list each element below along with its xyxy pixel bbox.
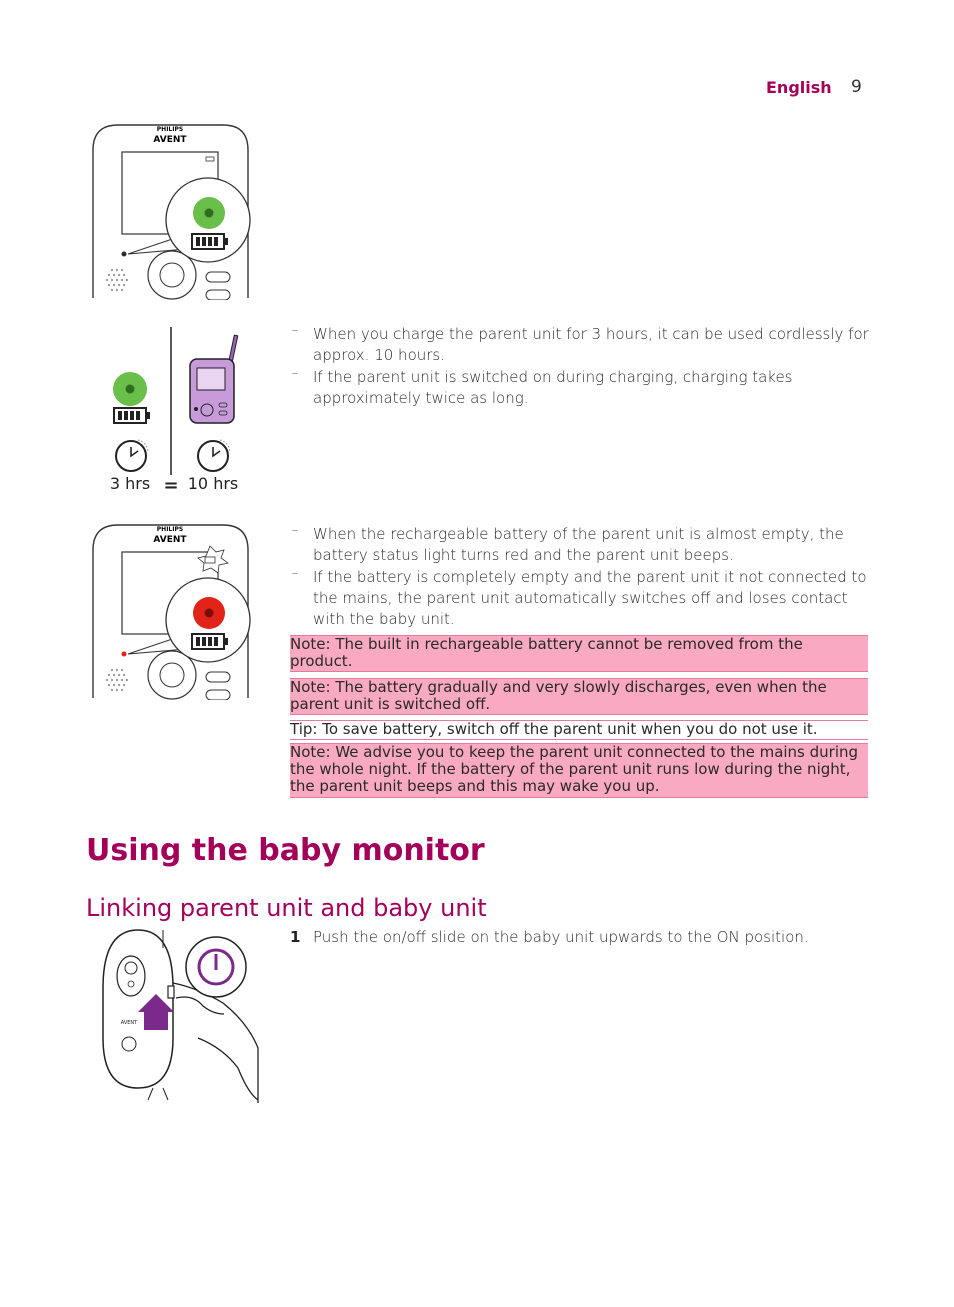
- baby-unit-switch-figure: [98, 928, 263, 1103]
- page-title: Using the baby monitor: [86, 833, 485, 868]
- note-callout: Note: The built in rechargeable battery cannot be removed from the product.: [290, 635, 868, 672]
- clock-icon: [116, 440, 148, 471]
- charge-time-figure: [100, 325, 250, 500]
- cordless-time-label: 10 hrs: [187, 474, 239, 493]
- list-item: – When the rechargeable battery of the parent unit is almost empty, the battery status light turns red and the parent unit beeps.: [292, 523, 844, 564]
- avent-logo: AVENT: [153, 135, 187, 145]
- speaker-grille-icon: [106, 269, 128, 291]
- charge-time-label: 3 hrs: [109, 474, 151, 493]
- parent-unit-low-battery-figure: [88, 520, 258, 700]
- equals-sign: =: [163, 475, 179, 496]
- beep-alert-icon: [198, 546, 228, 573]
- list-item: – When you charge the parent unit for 3 hours, it can be used cordlessly for approx. 10 hours.: [292, 323, 869, 364]
- clock-icon: [198, 440, 230, 471]
- header-language: English: [766, 78, 832, 97]
- note-callout: Note: The battery gradually and very slowly discharges, even when the parent unit is switched off.: [290, 678, 868, 715]
- battery-low-icon: [192, 634, 228, 649]
- parent-unit-cordless-icon: [190, 335, 238, 423]
- charging-bullet-list: [290, 324, 870, 410]
- step-number: 1: [290, 928, 301, 946]
- list-item: – If the battery is completely empty and the parent unit it not connected to the mains, the parent unit automatically switches off and loses contact with the baby unit.: [292, 566, 867, 628]
- avent-logo: AVENT: [120, 1020, 138, 1026]
- philips-logo: PHILIPS: [156, 526, 184, 533]
- step-text: Push the on/off slide on the baby unit upwards to the ON position.: [313, 928, 809, 946]
- parent-unit-charging-figure: [88, 120, 258, 300]
- list-item: – If the parent unit is switched on during charging, charging takes approximately twice as long.: [292, 366, 793, 407]
- avent-logo: AVENT: [153, 535, 187, 545]
- philips-logo: PHILIPS: [156, 126, 184, 133]
- battery-full-icon: [114, 408, 150, 423]
- page-number: 9: [851, 77, 862, 97]
- low-battery-bullet-list: [290, 524, 870, 631]
- battery-full-icon: [192, 234, 228, 249]
- note-callout: Note: We advise you to keep the parent unit connected to the mains during the whole night. If the battery of the parent unit runs low during the night, the parent unit beeps and this may wake you up.: [290, 743, 868, 798]
- section-heading: Linking parent unit and baby unit: [86, 894, 487, 922]
- tip-callout: Tip: To save battery, switch off the parent unit when you do not use it.: [290, 720, 868, 740]
